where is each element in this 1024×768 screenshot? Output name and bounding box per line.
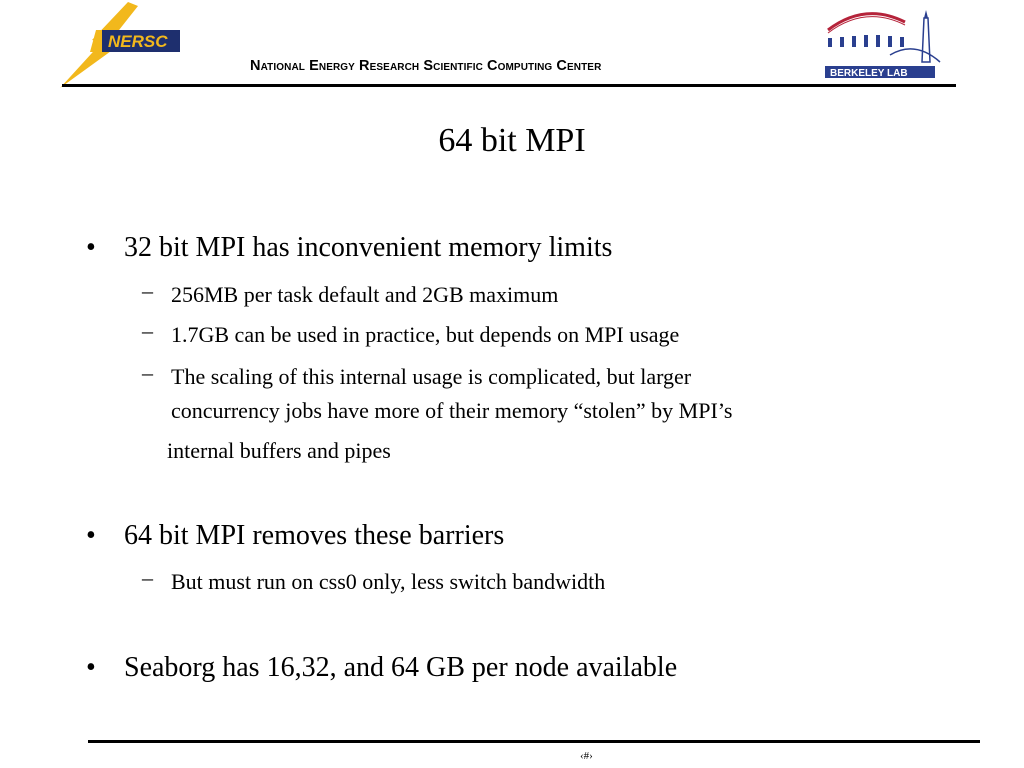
bullet-text: 64 bit MPI removes these barriers — [124, 520, 505, 551]
bullet-text: 32 bit MPI has inconvenient memory limits — [124, 232, 613, 263]
nersc-logo — [30, 0, 190, 90]
continuation-text: internal buffers and pipes — [167, 438, 391, 463]
bullet-mark: • — [86, 652, 96, 683]
page-number: ‹#› — [580, 750, 593, 762]
slide-title: 64 bit MPI — [438, 122, 586, 159]
berkeley-lab-logo — [820, 0, 945, 82]
header-title: National Energy Research Scientific Computing Center — [250, 58, 602, 74]
sub-bullet-text: 1.7GB can be used in practice, but depends on MPI usage — [171, 322, 680, 347]
svg-text:NERSC: NERSC — [108, 32, 168, 51]
sub-bullet-mark: – — [142, 565, 153, 590]
bullet-mark: • — [86, 520, 96, 551]
sub-bullet-text: But must run on css0 only, less switch bandwidth — [171, 569, 606, 594]
footer-rule — [88, 740, 980, 743]
sub-bullet-mark: – — [142, 318, 153, 343]
bullet-mark: • — [86, 232, 96, 263]
sub-bullet-text: The scaling of this internal usage is complicated, but larger — [171, 364, 692, 389]
sub-bullet-text: 256MB per task default and 2GB maximum — [171, 282, 559, 307]
continuation-line — [167, 434, 391, 467]
sub-bullet-mark: – — [142, 278, 153, 303]
header-rule — [62, 84, 956, 87]
bullet-text: Seaborg has 16,32, and 64 GB per node available — [124, 652, 678, 683]
sub-bullet-text: concurrency jobs have more of their memory “stolen” by MPI’s — [171, 398, 733, 423]
sub-bullet-mark: – — [142, 360, 153, 385]
svg-text:BERKELEY LAB: BERKELEY LAB — [830, 68, 908, 79]
